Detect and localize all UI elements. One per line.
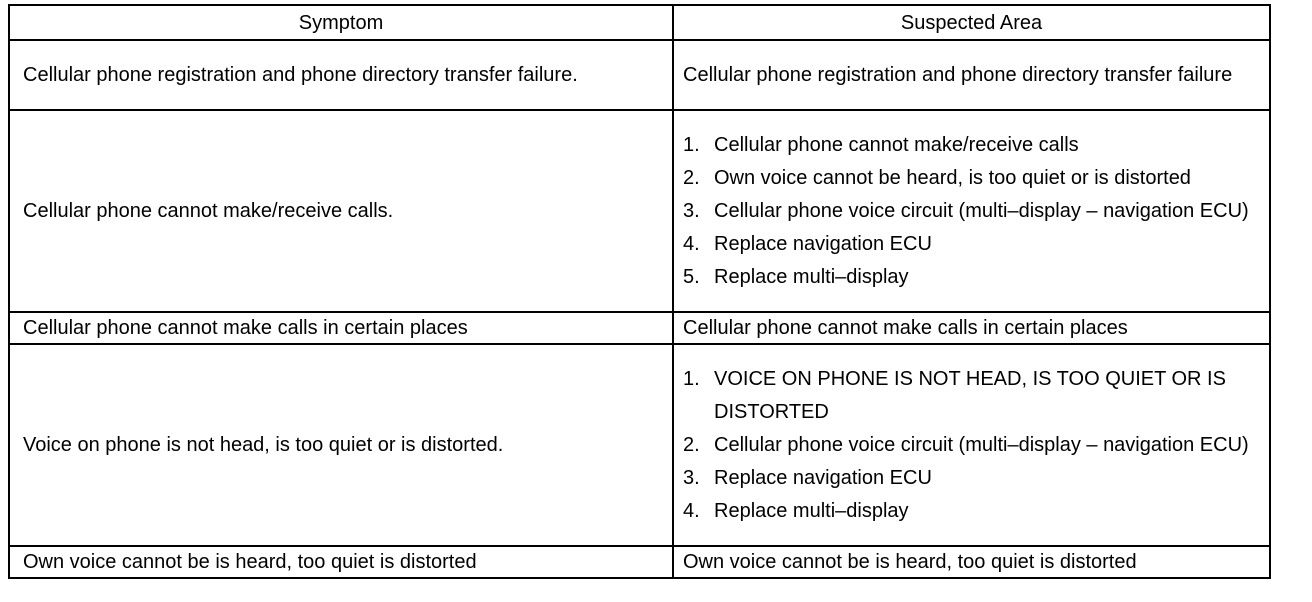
item-text: Cellular phone voice circuit (multi–display – navigation ECU) — [714, 433, 1249, 456]
item-number: 4. — [683, 232, 700, 255]
suspected-area-cell — [673, 344, 1270, 546]
suspected-area-cell — [673, 110, 1270, 312]
suspected-area-list — [683, 363, 1261, 528]
table-row — [9, 110, 1270, 312]
list-item — [683, 363, 1261, 429]
table-row — [9, 312, 1270, 344]
symptom-table — [8, 4, 1271, 579]
list-item — [683, 195, 1261, 228]
suspected-area-cell: Own voice cannot be is heard, too quiet is distorted — [673, 546, 1270, 578]
list-item — [683, 162, 1261, 195]
item-number: 2. — [683, 433, 700, 456]
list-item — [683, 495, 1261, 528]
item-text: Cellular phone cannot make/receive calls — [714, 133, 1079, 156]
list-item — [683, 261, 1261, 294]
item-number: 3. — [683, 199, 700, 222]
symptom-cell: Cellular phone cannot make/receive calls. — [9, 110, 673, 312]
item-text: Replace navigation ECU — [714, 466, 932, 489]
table-row — [9, 40, 1270, 110]
item-text: Replace multi–display — [714, 499, 909, 522]
list-item — [683, 429, 1261, 462]
item-number: 1. — [683, 367, 700, 390]
header-row — [9, 5, 1270, 40]
table-body — [9, 40, 1270, 578]
item-text: VOICE ON PHONE IS NOT HEAD, IS TOO QUIET OR IS DISTORTED — [714, 367, 1226, 423]
header-symptom: Symptom — [9, 5, 673, 40]
item-number: 1. — [683, 133, 700, 156]
table-row — [9, 344, 1270, 546]
header-suspected-area: Suspected Area — [673, 5, 1270, 40]
item-text: Replace multi–display — [714, 265, 909, 288]
list-item — [683, 462, 1261, 495]
item-text: Replace navigation ECU — [714, 232, 932, 255]
table-row — [9, 546, 1270, 578]
item-number: 4. — [683, 499, 700, 522]
suspected-area-list — [683, 129, 1261, 294]
symptom-cell: Cellular phone registration and phone directory transfer failure. — [9, 40, 673, 110]
table-header — [9, 5, 1270, 40]
symptom-cell: Voice on phone is not head, is too quiet or is distorted. — [9, 344, 673, 546]
suspected-area-cell: Cellular phone cannot make calls in certain places — [673, 312, 1270, 344]
item-number: 3. — [683, 466, 700, 489]
list-item — [683, 129, 1261, 162]
item-number: 2. — [683, 166, 700, 189]
list-item — [683, 228, 1261, 261]
suspected-area-cell: Cellular phone registration and phone directory transfer failure — [673, 40, 1270, 110]
item-text: Own voice cannot be heard, is too quiet or is distorted — [714, 166, 1191, 189]
symptom-cell: Own voice cannot be is heard, too quiet is distorted — [9, 546, 673, 578]
item-text: Cellular phone voice circuit (multi–display – navigation ECU) — [714, 199, 1249, 222]
item-number: 5. — [683, 265, 700, 288]
symptom-cell: Cellular phone cannot make calls in certain places — [9, 312, 673, 344]
